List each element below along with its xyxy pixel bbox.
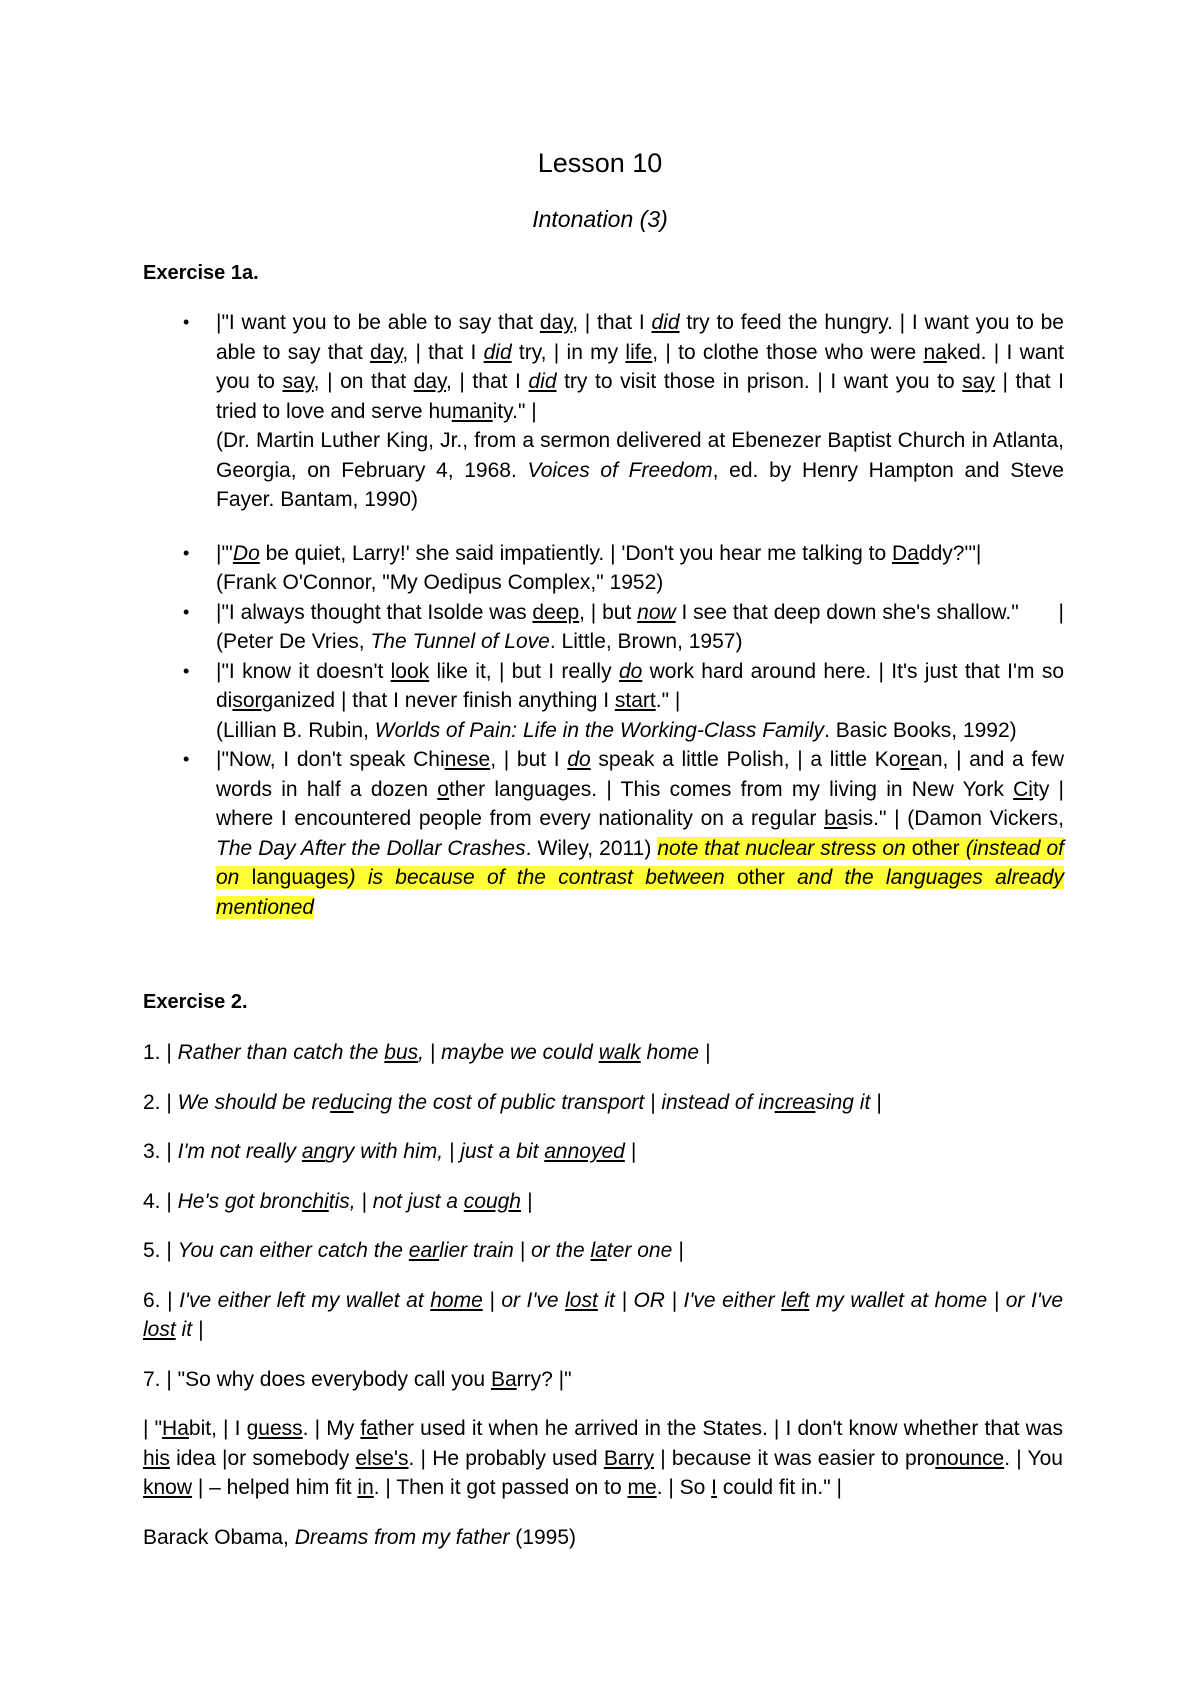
exercise-2-content bbox=[143, 1038, 1063, 1572]
citation: (Frank O'Connor, "My Oedipus Complex," 1952) bbox=[216, 571, 664, 594]
exercise-1-list bbox=[0, 308, 1200, 922]
exercise-2-line: 4. | He's got bronchitis, | not just a cough | bbox=[143, 1189, 533, 1213]
exercise-2-line: 7. | "So why does everybody call you Barry? |" bbox=[143, 1367, 572, 1391]
bullet-icon: • bbox=[183, 542, 190, 563]
list-item: • |"I know it doesn't look like it, | but I really do work hard around here. | It's just that I'm so disorganized | that I never finish anything I start." | (Lillian B. Rubin, Worlds of Pain: Life in the Working-Class Family. Basic Books, 1992) bbox=[0, 657, 1064, 746]
bullet-icon: • bbox=[183, 312, 190, 332]
page-title: Lesson 10 bbox=[537, 148, 663, 178]
passage-source: Barack Obama, Dreams from my father (1995) bbox=[143, 1525, 576, 1549]
highlighted-note: note that nuclear stress on other (instead of on languages) is because of the contrast between other and the languages already mentioned bbox=[216, 836, 1064, 919]
exercise-2-line: 1. | Rather than catch the bus, | maybe we could walk home | bbox=[143, 1041, 711, 1064]
exercise-2-line: 3. | I'm not really angry with him, | just a bit annoyed | bbox=[143, 1140, 637, 1163]
citation: (Damon Vickers, The Day After the Dollar Crashes. Wiley, 2011) bbox=[216, 807, 1064, 860]
exercise-2-passage: | "Habit, | I guess. | My father used it when he arrived in the States. | I don't know whether that was his idea |or somebody else's. | He probably used Barry | because it was easier to pronounce. | You know | – helped him fit in. | Then it got passed on to me. | So I could fit in." | bbox=[143, 1417, 1063, 1499]
exercise-1-heading: Exercise 1a. bbox=[143, 262, 259, 284]
page-subtitle: Intonation (3) bbox=[532, 206, 668, 232]
list-item: • |"Now, I don't speak Chinese, | but I do speak a little Polish, | a little Korean, | and a few words in half a dozen other languages. | This comes from my living in New York City | where I encountered people from every nationality on a regular basis." | (Damon Vickers, The Day After the Dollar Crashes. Wiley, 2011) note that nuclear stress on other (instead of on languages) is because of the contrast between other and the languages already mentioned bbox=[0, 745, 1064, 922]
exercise-2-heading: Exercise 2. bbox=[143, 991, 248, 1013]
list-item: • |"I want you to be able to say that day, | that I did try to feed the hungry. | I want you to be able to say that day, | that I did try, | in my life, | to clothe those who were naked. | I want you to say, | on that day, | that I did try to visit those in prison. | I want you to say | that I tried to love and serve humanity." | (Dr. Martin Luther King, Jr., from a sermon delivered at Ebenezer Baptist Church in Atlanta, Georgia, on February 4, 1968. Voices of Freedom, ed. by Henry Hampton and Steve Fayer. Bantam, 1990) bbox=[0, 308, 1064, 515]
bullet-icon: • bbox=[183, 601, 190, 622]
citation: (Dr. Martin Luther King, Jr., from a sermon delivered at Ebenezer Baptist Church in Atlanta, Georgia, on February 4, 1968. Voices of Freedom, ed. by Henry Hampton and Steve Fayer. Bantam, 1990) bbox=[216, 429, 1064, 511]
exercise-2-line: 2. | We should be reducing the cost of public transport | instead of increasing it | bbox=[143, 1090, 882, 1114]
list-spacer bbox=[0, 515, 1064, 539]
bullet-icon: • bbox=[183, 660, 190, 681]
exercise-2-line: 5. | You can either catch the earlier train | or the later one | bbox=[143, 1239, 684, 1262]
bullet-icon: • bbox=[183, 749, 190, 769]
exercise-2-line: 6. | I've either left my wallet at home | or I've lost it | OR | I've either left my wallet at home | or I've lost it | bbox=[143, 1288, 1064, 1341]
list-item: • |"'Do be quiet, Larry!' she said impatiently. | 'Don't you hear me talking to Daddy?'"| (Frank O'Connor, "My Oedipus Complex," 1952) bbox=[0, 539, 1064, 598]
citation: (Lillian B. Rubin, Worlds of Pain: Life in the Working-Class Family. Basic Books, 1992) bbox=[216, 718, 1017, 742]
list-item: • |"I always thought that Isolde was deep, | but now I see that deep down she's shallow." | (Peter De Vries, The Tunnel of Love. Little, Brown, 1957) bbox=[0, 598, 1064, 657]
citation: (Peter De Vries, The Tunnel of Love. Little, Brown, 1957) bbox=[216, 630, 743, 653]
